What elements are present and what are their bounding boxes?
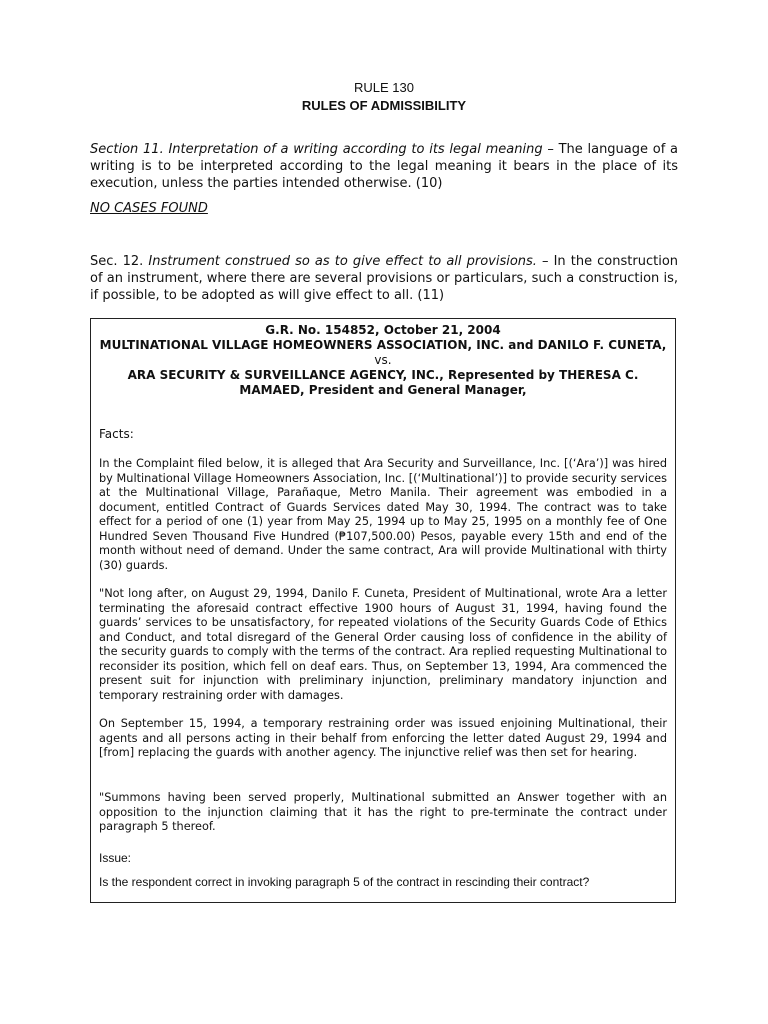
rule-number: RULE 130 [354,80,414,95]
issue-label: Issue: [99,851,132,865]
facts-label: Facts: [99,427,134,441]
section-12-body: – In the construction of an instrument, where there are several provisions or particulars, such a construction is, if possible, to be adopted as will give effect to all. (11) [90,254,679,303]
section-12-prefix: Sec. 12. [90,254,149,269]
case-versus: vs. [374,353,392,367]
section-11-body: – The language of a writing is to be interpreted according to the legal meaning it bears in the place of its execution, unless the parties intended otherwise. (10) [90,142,678,191]
section-12-heading: Instrument construed so as to give effect to all provisions. [148,254,537,269]
facts-paragraph: "Not long after, on August 29, 1994, Danilo F. Cuneta, President of Multinational, wrote Ara a letter terminating the aforesaid contract effective 1900 hours of August 31, 1994, having found the guards’ services to be unsatisfactory, for repeated violations of the Security Guards Code of Ethics and Conduct, and total disregard of the General Order causing loss of confidence in the ability of the security guards to comply with the terms of the contract. Ara replied requesting Multinational to reconsider its position, which fell on deaf ears. Thus, on September 13, 1994, Ara commenced the present suit for injunction with preliminary injunction, preliminary mandatory injunction and temporary restraining order with damages. [99,587,667,702]
section-12 [90,253,678,304]
no-cases-found: NO CASES FOUND [90,201,208,216]
issue-text: Is the respondent correct in invoking paragraph 5 of the contract in rescinding their contract? [99,875,590,889]
section-11-heading: Section 11. Interpretation of a writing according to its legal meaning [90,142,543,157]
facts-paragraph: "Summons having been served properly, Multinational submitted an Answer together with an opposition to the injunction claiming that it has the right to pre-terminate the contract under paragraph 5 thereof. [99,791,667,833]
case-header [97,323,669,398]
facts-paragraph: On September 15, 1994, a temporary restraining order was issued enjoining Multinational, their agents and all persons acting in their behalf from enforcing the letter dated August 29, 1994 and [from] replacing the guards with another agency. The injunctive relief was then set for hearing. [99,717,667,759]
facts-paragraph: In the Complaint filed below, it is alleged that Ara Security and Surveillance, Inc. [(‘Ara’)] was hired by Multinational Village Homeowners Association, Inc. [(‘Multinational’)] to provide security services at the Multinational Village, Parañaque, Metro Manila. Their agreement was embodied in a document, entitled Contract of Guards Services dated May 30, 1994. The contract was to take effect for a period of one (1) year from May 25, 1994 up to May 25, 1995 on a monthly fee of One Hundred Seven Thousand Five Hundred (₱107,500.00) Pesos, payable every 15th and end of the month without need of demand. Under the same contract, Ara will provide Multinational with thirty (30) guards. [99,457,667,572]
rule-title: RULES OF ADMISSIBILITY [301,98,467,113]
case-digest-box [90,318,676,903]
case-respondent: ARA SECURITY & SURVEILLANCE AGENCY, INC., Represented by THERESA C. MAMAED, President and General Manager, [127,368,639,397]
case-gr-number: G.R. No. 154852, October 21, 2004 [265,323,501,337]
section-11 [90,141,678,192]
case-petitioners: MULTINATIONAL VILLAGE HOMEOWNERS ASSOCIATION, INC. and DANILO F. CUNETA, [99,338,667,352]
